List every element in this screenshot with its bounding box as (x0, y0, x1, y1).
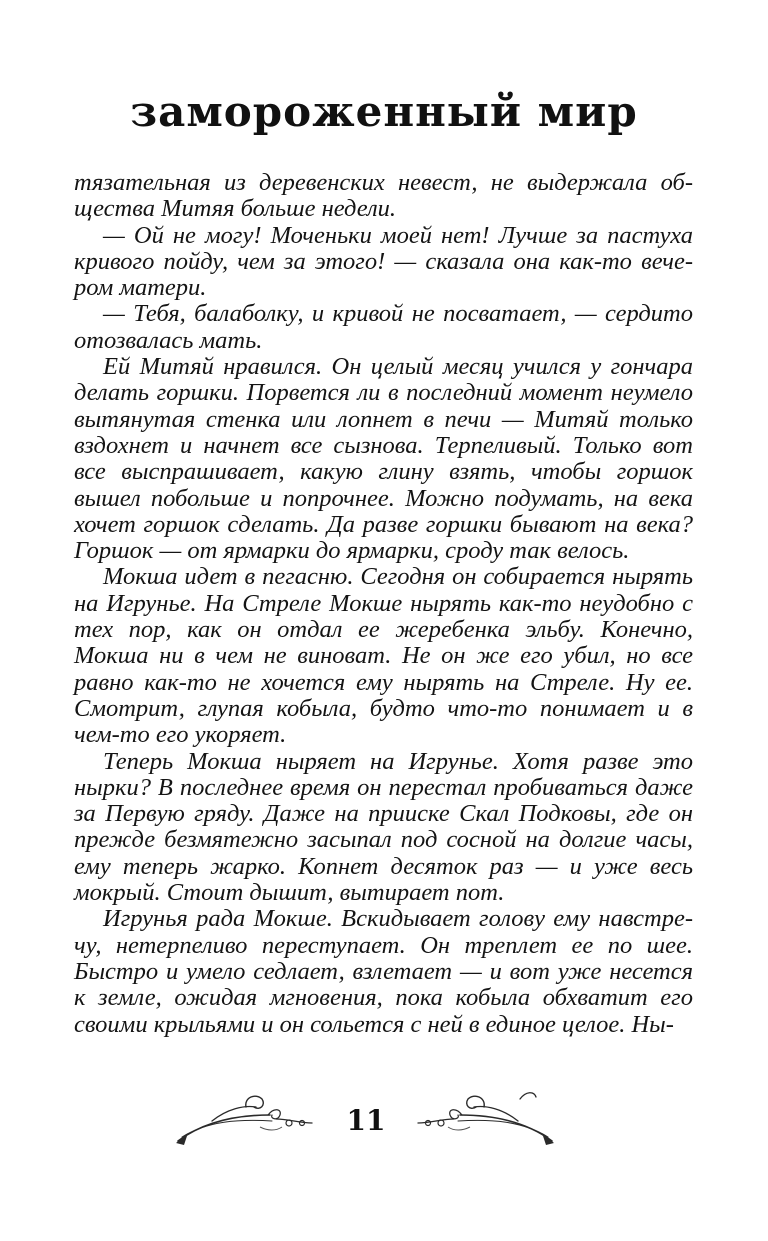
paragraph: — Ой не могу! Моченьки моей нет! Лучше за пастуха кривого пойду, чем за этого! — сказала она как-то вечером матери. (74, 221, 693, 302)
paragraph: Теперь Мокша ныряет на Игрунье. Хотя разве это нырки? В последнее время он перестал пробиваться даже за Первую гряду. Даже на прииске Скал Подковы, где он прежде безмятежно засыпал под сосной на долгие часы, ему теперь жарко. Копнет десяток раз — и уже весь мокрый. Стоит дышит, вытирает пот. (74, 747, 693, 907)
paragraph: Ей Митяй нравился. Он целый месяц учился у гончара делать горшки. Порвется ли в последний момент неумело вытянутая стенка или лопнет в печи — Митяй только вздохнет и начнет все сызнова. Терпеливый. Только вот все выспрашивает, какую глину взять, чтобы горшок вышел побольше и попрочнее. Можно подумать, на века хочет горшок сделать. Да разве горшки бывают на века? Горшок — от ярмарки до ярмарки, сроду так велось. (74, 353, 693, 565)
page-footer (0, 1085, 768, 1155)
paragraph: тязательная из деревенских невест, не выдержала общества Митяя больше недели. (74, 169, 693, 223)
body-text (74, 170, 693, 1038)
running-title: замороженный мир (130, 87, 638, 136)
ornament-right-icon (408, 1085, 558, 1155)
ornament-left-icon (172, 1085, 322, 1155)
paragraph: Игрунья рада Мокше. Вскидывает голову ему навстречу, нетерпеливо переступает. Он треплет ее по шее. Быстро и умело седлает, взлетает — и вот уже несется к земле, ожидая мгновения, пока кобыла обхватит его своими крыльями и он сольется с ней в единое целое. Ны- (74, 905, 693, 1038)
paragraph: Мокша идет в пегасню. Сегодня он собирается нырять на Игрунье. На Стреле Мокше нырять как-то неудобно с тех пор, как он отдал ее жеребенка эльбу. Конечно, Мокша ни в чем не виноват. Не он же его убил, но все равно как-то не хочется ему нырять на Стреле. Ну ее. Смотрит, глупая кобыла, будто что-то понимает и в чем-то его укоряет. (74, 563, 693, 749)
paragraph: — Тебя, балаболку, и кривой не посватает, — сердито отозвалась мать. (74, 300, 693, 354)
page-number: 11 (346, 1104, 386, 1137)
